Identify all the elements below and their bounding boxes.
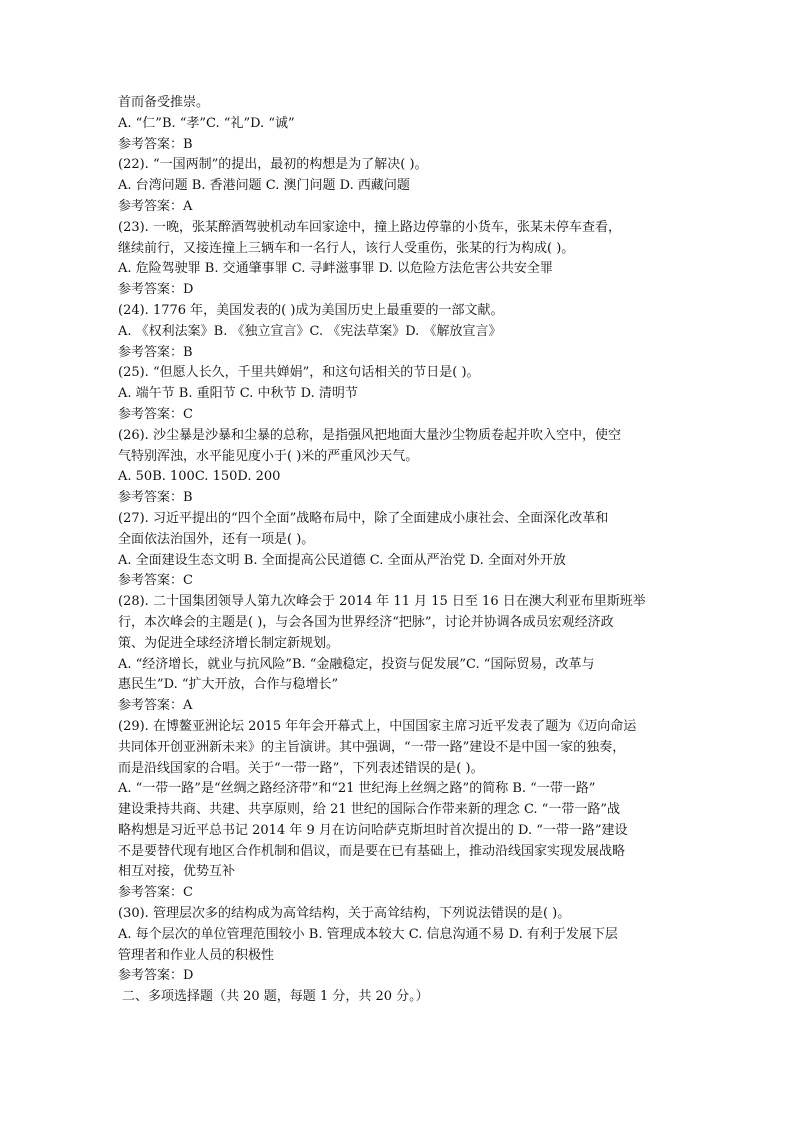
answer-options: A. 台湾问题 B. 香港问题 C. 澳门问题 D. 西藏问题 — [118, 178, 410, 194]
text-line: 不是要替代现有地区合作机制和倡议，而是要在已有基础上，推动沿线国家实现发展战略 — [118, 843, 626, 859]
text-line: 共同体开创亚洲新未来》的主旨演讲。其中强调，“一带一路”建设不是中国一家的独奏， — [118, 739, 626, 755]
question-26: (26). 沙尘暴是沙暴和尘暴的总称，是指强风把地面大量沙尘物质卷起并吹入空中，使空 — [118, 427, 621, 443]
reference-answer: 参考答案：A — [118, 198, 193, 214]
text-line: 气特别浑浊，水平能见度小于( )米的严重风沙天气。 — [118, 448, 419, 464]
text-line: 而是沿线国家的合唱。关于“一带一路”，下列表述错误的是( )。 — [118, 760, 484, 776]
text-line: 首而备受推崇。 — [118, 95, 210, 110]
reference-answer: 参考答案：B — [118, 136, 193, 152]
text-line: 略构想是习近平总书记 2014 年 9 月在访问哈萨克斯坦时首次提出的 D. “一带一路”建设 — [118, 822, 628, 838]
answer-options: A. “一带一路”是“丝绸之路经济带”和“21 世纪海上丝绸之路”的简称 B. “一带一路” — [118, 781, 596, 797]
text-line: 建设秉持共商、共建、共享原则，给 21 世纪的国际合作带来新的理念 C. “一带一路”战 — [118, 802, 620, 818]
question-24: (24). 1776 年，美国发表的( )成为美国历史上最重要的一部文献。 — [118, 302, 504, 318]
answer-options: A. 危险驾驶罪 B. 交通肇事罪 C. 寻衅滋事罪 D. 以危险方法危害公共安全罪 — [118, 261, 553, 277]
question-22: (22). “一国两制”的提出，最初的构想是为了解决( )。 — [118, 157, 428, 173]
text-line: 行，本次峰会的主题是( )，与会各国为世界经济“把脉”，讨论并协调各成员宏观经济政 — [118, 614, 614, 630]
question-27: (27). 习近平提出的“四个全面”战略布局中，除了全面建成小康社会、全面深化改革和 — [118, 510, 609, 526]
answer-options: A. 每个层次的单位管理范围较小 B. 管理成本较大 C. 信息沟通不易 D. 有利于发展下层 — [118, 926, 618, 942]
reference-answer: 参考答案：C — [118, 573, 193, 589]
text-line: 惠民生”D. “扩大开放，合作与稳增长” — [118, 677, 339, 693]
answer-options: A. “经济增长，就业与抗风险”B. “金融稳定，投资与促发展”C. “国际贸易，改革与 — [118, 656, 595, 672]
question-25: (25). “但愿人长久，千里共婵娟”，和这句话相关的节日是( )。 — [118, 365, 480, 381]
text-line: 策、为促进全球经济增长制定新规划。 — [118, 635, 340, 651]
question-23: (23). 一晚，张某醉酒驾驶机动车回家途中，撞上路边停靠的小货车，张某未停车查看， — [118, 219, 621, 235]
reference-answer: 参考答案：C — [118, 885, 193, 901]
reference-answer: 参考答案：C — [118, 406, 193, 422]
answer-options: A. “仁”B. “孝”C. “礼”D. “诚” — [118, 115, 295, 131]
question-28: (28). 二十国集团领导人第九次峰会于 2014 年 11 月 15 日至 16 日在澳大利亚布里斯班举 — [118, 594, 646, 610]
reference-answer: 参考答案：D — [118, 968, 194, 984]
answer-options: A. 全面建设生态文明 B. 全面提高公民道德 C. 全面从严治党 D. 全面对外开放 — [118, 552, 566, 568]
reference-answer: 参考答案：B — [118, 490, 193, 506]
text-line: 相互对接，优势互补 — [118, 864, 236, 880]
text-line: 管理者和作业人员的积极性 — [118, 947, 275, 963]
answer-options: A. 端午节 B. 重阳节 C. 中秋节 D. 清明节 — [118, 386, 358, 402]
text-line: 全面依法治国外，还有一项是( )。 — [118, 531, 315, 547]
reference-answer: 参考答案：D — [118, 282, 194, 298]
reference-answer: 参考答案：A — [118, 698, 193, 714]
question-29: (29). 在博鳌亚洲论坛 2015 年年会开幕式上，中国国家主席习近平发表了题为《迈向命运 — [118, 718, 637, 734]
section-heading: 二、多项选择题（共 20 题，每题 1 分，共 20 分。） — [122, 989, 429, 1005]
text-line: 继续前行，又接连撞上三辆车和一名行人，该行人受重伤，张某的行为构成( )。 — [118, 240, 575, 256]
answer-options: A. 《权利法案》B. 《独立宣言》C. 《宪法草案》D. 《解放宣言》 — [118, 323, 502, 339]
question-30: (30). 管理层次多的结构成为高耸结构，关于高耸结构，下列说法错误的是( )。 — [118, 906, 571, 922]
answer-options: A. 50B. 100C. 150D. 200 — [118, 469, 281, 485]
reference-answer: 参考答案：B — [118, 344, 193, 360]
